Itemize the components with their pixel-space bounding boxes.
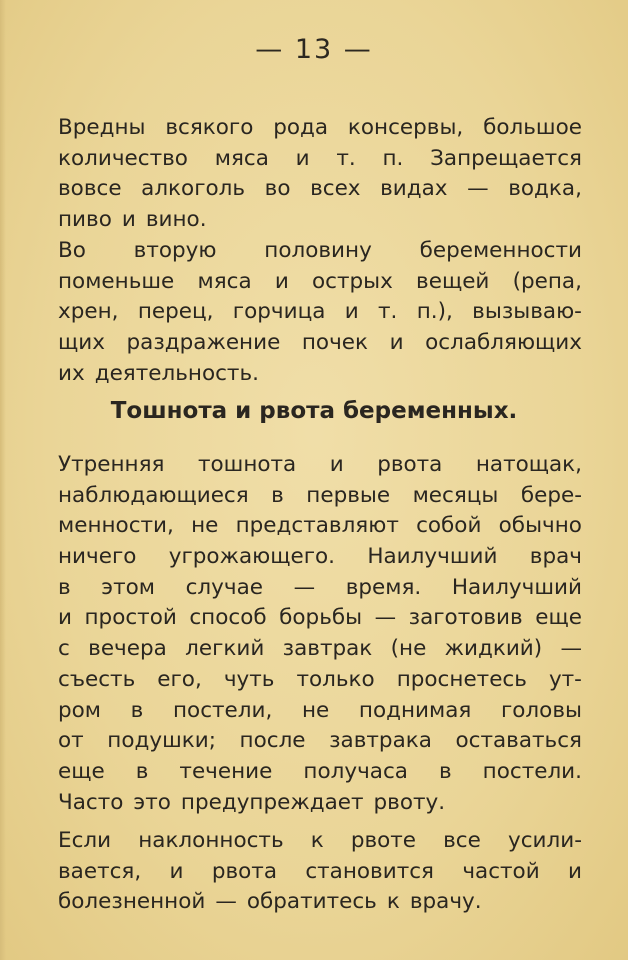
text-line: Вредны всякого рода консервы, большое [58,115,582,140]
text-line: наблюдающиеся в первые месяцы бере- [58,482,582,508]
text-line: поменьше мяса и острых вещей (репа, [58,268,582,294]
text-line: Если наклонность к рвоте все усили- [58,828,582,853]
text-line: хрен, перец, горчица и т. п.), вызываю- [58,299,582,325]
text-line: в этом случае — время. Наилучший [58,574,582,600]
text-line: вается, и рвота становится частой и [58,858,582,884]
text-line: ром в постели, не поднимая головы [58,697,582,723]
section-heading: Тошнота и рвота беременных. [110,398,518,424]
text-line: ничего угрожающего. Наилучший врач [58,544,582,570]
text-line: Во вторую половину беременности [58,238,582,263]
text-line: Утренняя тошнота и рвота натощак, [58,452,582,477]
text-line: количество мяса и т. п. Запрещается [58,145,582,171]
text-line: их деятельность. [58,360,259,386]
text-line: пиво и вино. [58,207,207,233]
paragraph-4 [58,826,582,918]
page-number: — 13 — [255,34,373,65]
text-line: с вечера легкий завтрак (не жидкий) — [58,636,582,662]
paragraph-2 [58,236,582,389]
text-line: еще в течение получаса в постели. [58,758,582,784]
text-line: болезненной — обратитесь к врачу. [58,889,482,915]
text-line: вовсе алкоголь во всех видах — водка, [58,176,582,202]
paragraph-3 [58,450,582,818]
paragraph-1 [58,113,582,236]
text-line: Часто это предупреждает рвоту. [58,789,446,815]
text-line: менности, не представляют собой обычно [58,513,582,539]
text-line: щих раздражение почек и ослабляющих [58,330,582,356]
text-line: съесть его, чуть только проснетесь ут- [58,666,582,692]
text-line: от подушки; после завтрака оставаться [58,728,582,754]
text-line: и простой способ борьбы — заготовив еще [58,605,582,631]
page-edge-shadow [0,0,6,960]
